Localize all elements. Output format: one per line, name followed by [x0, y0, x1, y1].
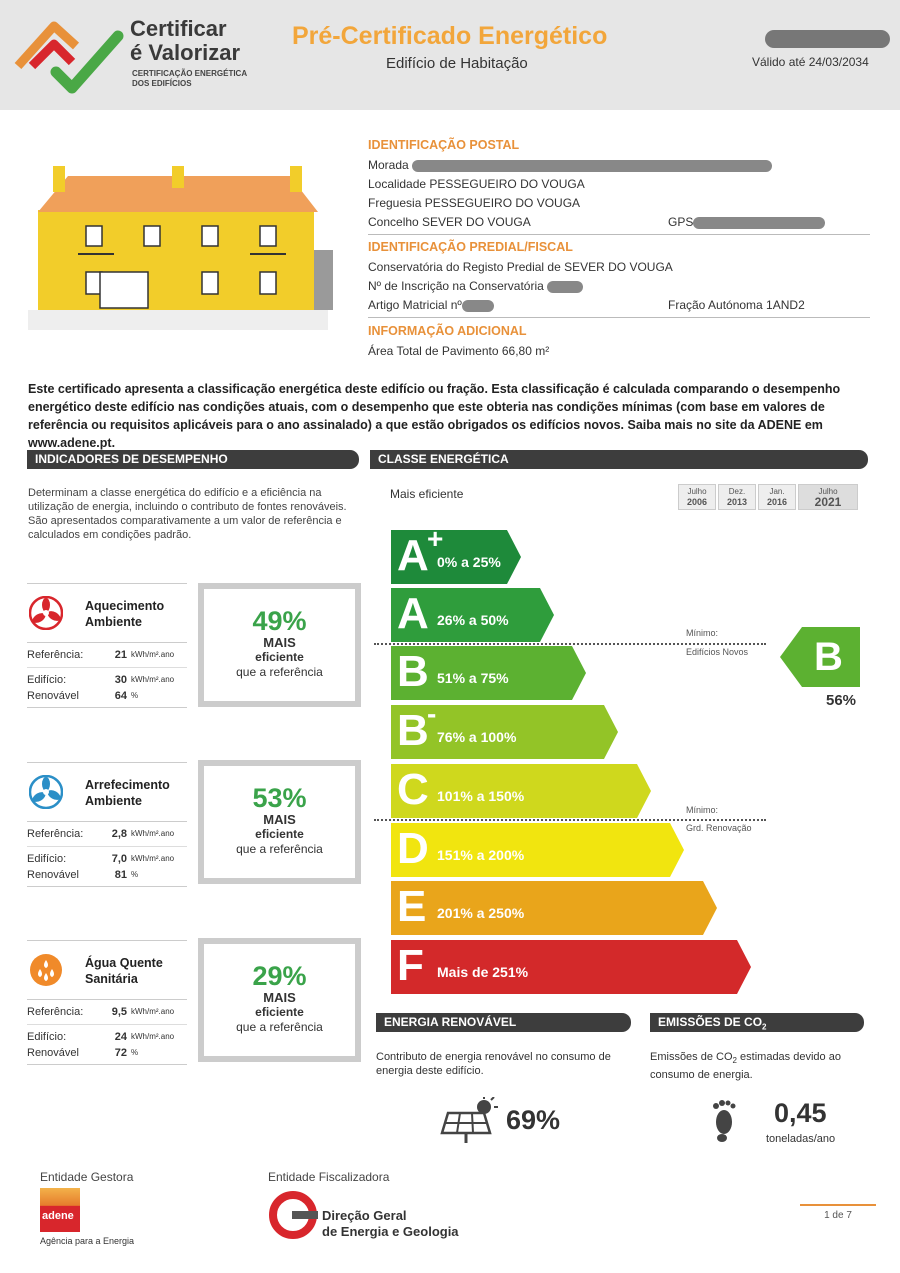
postal-title: IDENTIFICAÇÃO POSTAL: [368, 138, 520, 152]
timeline-2016: Jan. 2016: [758, 484, 796, 510]
renovavel-label: Renovável: [27, 690, 79, 702]
inscricao-label: Nº de Inscrição na Conservatória: [368, 279, 544, 293]
logo-line2: é Valorizar: [130, 40, 241, 65]
referencia-value: 9,5: [111, 1006, 127, 1018]
edificio-label: Edifício:: [27, 853, 67, 865]
redacted-artigo: [462, 300, 494, 312]
min-novos-label2: Edifícios Novos: [686, 647, 749, 657]
co2-description: Emissões de $CO_2$ estimadas devido ao consumo de energia.: [650, 1051, 841, 1082]
indicator-name-line1: Arrefecimento: [85, 778, 170, 792]
class-arrow-5: [391, 764, 651, 818]
adene-subtitle: Agência para a Energia: [40, 1236, 135, 1246]
renovavel-title: ENERGIA RENOVÁVEL: [376, 1013, 631, 1032]
mais-label: MAIS: [263, 635, 296, 650]
class-letter: D: [397, 824, 429, 873]
agua-quente-percent-box: [198, 938, 361, 1062]
timeline-2006: Julho 2006: [678, 484, 716, 510]
renovavel-value: 69%: [506, 1105, 561, 1135]
class-letter: A: [397, 589, 429, 638]
solar-panel-icon: [440, 1097, 502, 1145]
referencia-value: 2,8: [111, 828, 127, 840]
building-illustration: [28, 160, 338, 335]
arrefecimento-percent: 53%: [252, 783, 307, 813]
indicator-arrefecimento: [27, 762, 187, 887]
min-novos-line: [374, 643, 766, 645]
current-class-percent: 56%: [826, 692, 857, 709]
logo-line1: Certificar: [130, 16, 227, 41]
edificio-value: 30: [114, 674, 127, 686]
indicator-name-line1: Água Quente: [85, 956, 163, 970]
referencia-text: que a referência: [236, 842, 323, 856]
renovavel-description: Contributo de energia renovável no consumo de energia deste edifício.: [376, 1051, 611, 1077]
class-range: 0% a 25%: [437, 554, 501, 570]
intro-paragraph: Este certificado apresenta a classificação energética deste edifício ou fração. Esta classificação é calculada comparando o desempenho energético deste edifício nas condições atuais, com o desempenho que este obteria nas condições mínimas (com base em valores de referência ou requisitos aplicáveis para o ano assinalado) a que estão obrigados os edifícios novos. Saiba mais no site da ADENE em www.adene.pt.: [28, 382, 841, 450]
footprint-icon: [708, 1096, 738, 1142]
morada-label: Morada: [368, 158, 409, 172]
page-subtitle: Edifício de Habitação: [386, 55, 528, 72]
co2-title: EMISSÕES DE $CO_2$: [650, 1013, 864, 1032]
co2-value: 0,45: [774, 1098, 827, 1128]
current-class-marker: [780, 627, 860, 687]
referencia-value: 21: [114, 649, 127, 661]
class-range: 76% a 100%: [437, 729, 517, 745]
mais-label: MAIS: [263, 990, 296, 1005]
unit-label: kWh/m².ano: [131, 1007, 175, 1016]
class-modifier: -: [427, 698, 437, 729]
edificio-value: 7,0: [111, 853, 127, 865]
area-total: Área Total de Pavimento 66,80 m²: [368, 344, 550, 358]
class-arrow-8: [391, 940, 751, 994]
edificio-label: Edifício:: [27, 1031, 67, 1043]
class-range: 201% a 250%: [437, 905, 525, 921]
gps-label: GPS: [668, 215, 694, 229]
predial-identification: [368, 240, 870, 318]
artigo-label: Artigo Matricial nº: [368, 298, 462, 312]
edificio-value: 24: [114, 1031, 127, 1043]
conservatoria: Conservatória do Registo Predial de SEVER DO VOUGA: [368, 260, 673, 274]
dgeg-name: Direção Geral de Energia e Geologia: [322, 1208, 459, 1239]
mais-eficiente-label: Mais eficiente: [390, 487, 464, 501]
class-arrow-6: [391, 823, 684, 877]
pct-label: %: [131, 1048, 139, 1057]
predial-title: IDENTIFICAÇÃO PREDIAL/FISCAL: [368, 240, 573, 254]
additional-info: [368, 324, 870, 361]
class-range: 26% a 50%: [437, 612, 509, 628]
redacted-certificate-number: [765, 30, 890, 48]
redacted-gps: [693, 217, 825, 229]
class-arrow-7: [391, 881, 717, 935]
localidade: Localidade PESSEGUEIRO DO VOUGA: [368, 177, 585, 191]
referencia-text: que a referência: [236, 1020, 323, 1034]
unit-label: kWh/m².ano: [131, 675, 175, 684]
freguesia: Freguesia PESSEGUEIRO DO VOUGA: [368, 196, 581, 210]
indicator-name-line2: Ambiente: [85, 615, 142, 629]
eficiente-label: eficiente: [255, 827, 304, 841]
header: [0, 0, 900, 110]
page-title: Pré-Certificado Energético: [292, 22, 608, 50]
unit-label: kWh/m².ano: [131, 1032, 175, 1041]
class-arrow-1: [391, 523, 521, 584]
class-arrow-2: [391, 588, 554, 642]
aquecimento-percent: 49%: [252, 606, 307, 636]
heating-fan-icon: [29, 596, 63, 630]
class-letter: B: [397, 706, 429, 755]
class-letter: B: [397, 647, 429, 696]
co2-unit: toneladas/ano: [766, 1133, 836, 1145]
timeline-2021: Julho 2021: [798, 484, 858, 510]
indicator-agua-quente: [27, 940, 187, 1065]
eficiente-label: eficiente: [255, 650, 304, 664]
agua-quente-percent: 29%: [252, 961, 307, 991]
dgeg-logo-icon: [268, 1190, 318, 1240]
logo-subtitle: CERTIFICAÇÃO ENERGÉTICA DOS EDIFÍCIOS: [132, 69, 247, 88]
class-range: 151% a 200%: [437, 847, 525, 863]
indicator-name-line2: Ambiente: [85, 794, 142, 808]
min-renov-label1: Mínimo:: [686, 805, 719, 815]
indicadores-title: INDICADORES DE DESEMPENHO: [27, 450, 359, 469]
min-novos-label1: Mínimo:: [686, 628, 719, 638]
class-modifier: +: [427, 523, 444, 554]
current-class-letter: B: [814, 635, 843, 679]
concelho: Concelho SEVER DO VOUGA: [368, 215, 531, 229]
fiscalizadora-label: Entidade Fiscalizadora: [268, 1170, 390, 1184]
referencia-text: que a referência: [236, 665, 323, 679]
referencia-label: Referência:: [27, 649, 84, 661]
class-letter: F: [397, 941, 424, 990]
validity-date: Válido até 24/03/2034: [752, 55, 869, 69]
classe-title: CLASSE ENERGÉTICA: [370, 450, 868, 469]
aquecimento-percent-box: [198, 583, 361, 707]
fracao: Fração Autónoma 1AND2: [668, 298, 805, 312]
unit-label: kWh/m².ano: [131, 650, 175, 659]
edificio-label: Edifício:: [27, 674, 67, 686]
class-letter: C: [397, 765, 429, 814]
eficiente-label: eficiente: [255, 1005, 304, 1019]
redacted-address: [412, 160, 772, 172]
class-letter: A: [397, 531, 429, 580]
adicional-title: INFORMAÇÃO ADICIONAL: [368, 324, 527, 338]
cooling-fan-icon: [29, 775, 63, 809]
unit-label: kWh/m².ano: [131, 854, 175, 863]
renovavel-value: 72: [114, 1047, 127, 1059]
timeline-2013: Dez. 2013: [718, 484, 756, 510]
arrefecimento-percent-box: [198, 760, 361, 884]
renovavel-value: 81: [114, 869, 127, 881]
adene-logo-icon: adene: [40, 1188, 80, 1232]
indicator-name-line1: Aquecimento: [85, 599, 165, 613]
class-arrow-3: [391, 646, 586, 700]
referencia-label: Referência:: [27, 1006, 84, 1018]
renovavel-label: Renovável: [27, 1047, 79, 1059]
indicadores-description: Determinam a classe energética do edifício e a eficiência na utilização de energia, incluindo o contributo de fontes renováveis. São apresentados comparativamente a um valor de referência e calculados em condições padrão.: [28, 487, 347, 541]
page-number: 1 de 7: [800, 1204, 876, 1221]
hot-water-icon: [29, 953, 63, 987]
min-renov-line: [374, 819, 766, 821]
class-range: 51% a 75%: [437, 670, 509, 686]
indicator-name-line2: Sanitária: [85, 972, 138, 986]
referencia-label: Referência:: [27, 828, 84, 840]
mais-label: MAIS: [263, 812, 296, 827]
postal-identification: [368, 138, 870, 235]
unit-label: kWh/m².ano: [131, 829, 175, 838]
gestora-label: Entidade Gestora: [40, 1170, 134, 1184]
indicator-aquecimento: [27, 583, 187, 708]
min-renov-label2: Grd. Renovação: [686, 823, 752, 833]
class-range: Mais de 251%: [437, 964, 529, 980]
class-arrow-4: [391, 698, 618, 759]
redacted-inscricao: [547, 281, 583, 293]
class-range: 101% a 150%: [437, 788, 525, 804]
renovavel-value: 64: [114, 690, 127, 702]
pct-label: %: [131, 691, 139, 700]
pct-label: %: [131, 870, 139, 879]
renovavel-label: Renovável: [27, 869, 79, 881]
class-letter: E: [397, 882, 427, 931]
